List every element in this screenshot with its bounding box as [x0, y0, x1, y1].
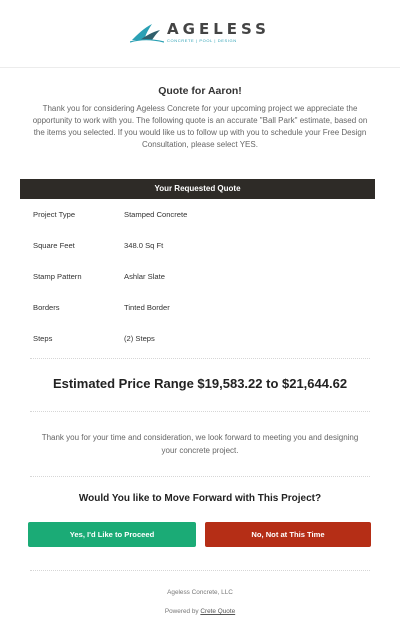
header-divider	[0, 67, 400, 68]
quote-row-value: Ashlar Slate	[124, 272, 165, 281]
footer-company-name: Ageless Concrete, LLC	[167, 589, 233, 596]
estimated-price-range: Estimated Price Range $19,583.22 to $21,644.62	[52, 376, 348, 391]
quote-row-square-feet	[20, 230, 375, 261]
quote-row-value: Stamped Concrete	[124, 210, 188, 219]
quote-details-table	[20, 199, 375, 354]
section-divider	[30, 476, 370, 477]
quote-row-label: Square Feet	[33, 241, 75, 250]
quote-row-label: Steps	[33, 334, 53, 343]
quote-row-borders	[20, 292, 375, 323]
footer-powered-by	[0, 608, 400, 615]
quote-row-value: Tinted Border	[124, 303, 170, 312]
logo-tagline: CONCRETE | POOL | DESIGN	[167, 38, 237, 43]
quote-row-value: (2) Steps	[124, 334, 155, 343]
proceed-yes-button[interactable]: Yes, I'd Like to Proceed	[28, 522, 196, 547]
quote-row-project-type	[20, 199, 375, 230]
section-divider	[30, 570, 370, 571]
thank-you-text: Thank you for your time and consideration, we look forward to meeting you and designing your concrete project.	[41, 433, 359, 455]
logo-wordmark: AGELESS	[167, 20, 270, 38]
quote-row-steps	[20, 323, 375, 354]
ageless-logo	[0, 22, 400, 44]
intro-text: Thank you for considering Ageless Concrete for your upcoming project we appreciate the opportunity to work with you. The following quote is an accurate "Ball Park" estimate, based on the items you selected. If you would like us to follow up with you to schedule your Free Design Consultation, please select YES.	[32, 104, 368, 149]
section-divider	[30, 358, 370, 359]
quote-row-label: Project Type	[33, 210, 76, 219]
quote-row-value: 348.0 Sq Ft	[124, 241, 164, 250]
quote-section-header: Your Requested Quote	[20, 179, 375, 199]
page-title: Quote for Aaron!	[158, 85, 242, 97]
wave-logo-icon	[130, 22, 164, 44]
quote-row-stamp-pattern	[20, 261, 375, 292]
crete-quote-link[interactable]: Crete Quote	[200, 608, 236, 615]
proceed-question: Would You like to Move Forward with This Project?	[78, 493, 322, 504]
quote-row-label: Borders	[33, 303, 60, 312]
powered-by-label: Powered by	[164, 608, 199, 615]
section-divider	[30, 411, 370, 412]
proceed-no-button[interactable]: No, Not at This Time	[205, 522, 371, 547]
quote-row-label: Stamp Pattern	[33, 272, 82, 281]
